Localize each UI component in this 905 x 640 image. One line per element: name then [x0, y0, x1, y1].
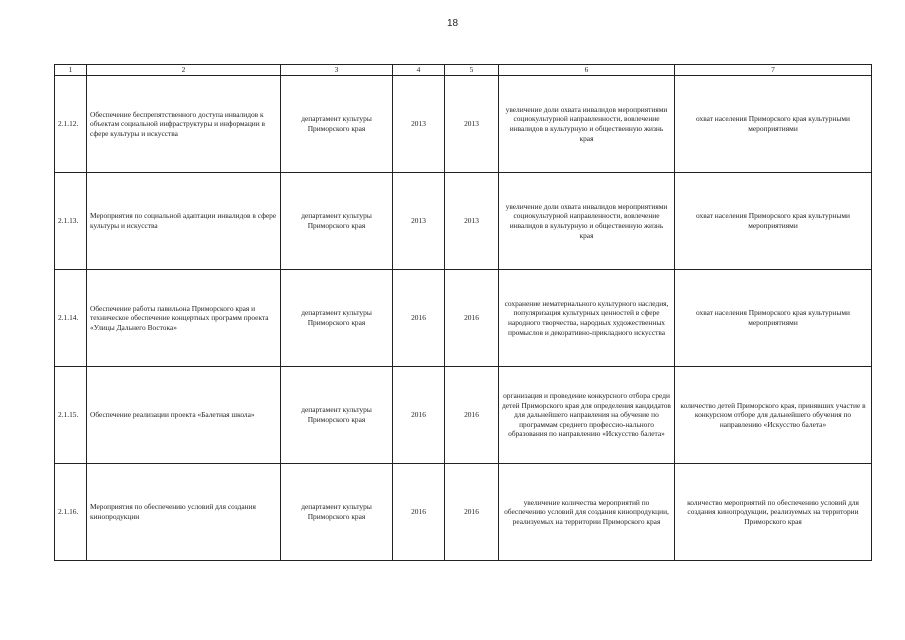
col-header-6: 6 [499, 65, 675, 76]
col-header-2: 2 [87, 65, 281, 76]
start-year: 2016 [393, 464, 445, 561]
executor: департамент культуры Приморского края [281, 76, 393, 173]
col-header-7: 7 [675, 65, 872, 76]
end-year: 2013 [445, 76, 499, 173]
row-number: 2.1.12. [55, 76, 87, 173]
expected-result: увеличение количества мероприятий по обеспечению условий для создания кинопродукции, реализуемых на территории Приморского края [499, 464, 675, 561]
col-header-5: 5 [445, 65, 499, 76]
page-number: 18 [446, 18, 459, 29]
start-year: 2013 [393, 76, 445, 173]
row-number: 2.1.14. [55, 270, 87, 367]
table-row [55, 464, 872, 561]
end-year: 2013 [445, 173, 499, 270]
start-year: 2016 [393, 367, 445, 464]
executor: департамент культуры Приморского края [281, 270, 393, 367]
indicator: количество мероприятий по обеспечению условий для создания кинопродукции, реализуемых на территории Приморского края [675, 464, 872, 561]
col-header-3: 3 [281, 65, 393, 76]
expected-result: увеличение доли охвата инвалидов мероприятиями социокультурной направленности, вовлечение инвалидов в культурную и общественную жизнь края [499, 173, 675, 270]
start-year: 2013 [393, 173, 445, 270]
indicator: охват населения Приморского края культурными мероприятиями [675, 173, 872, 270]
col-header-4: 4 [393, 65, 445, 76]
expected-result: увеличение доли охвата инвалидов мероприятиями социокультурной направленности, вовлечение инвалидов в культурную и общественную жизнь края [499, 76, 675, 173]
row-number: 2.1.15. [55, 367, 87, 464]
table-row [55, 76, 872, 173]
table-row [55, 173, 872, 270]
table-row [55, 367, 872, 464]
indicator: охват населения Приморского края культурными мероприятиями [675, 270, 872, 367]
end-year: 2016 [445, 270, 499, 367]
end-year: 2016 [445, 367, 499, 464]
measures-table [54, 64, 872, 561]
executor: департамент культуры Приморского края [281, 173, 393, 270]
executor: департамент культуры Приморского края [281, 464, 393, 561]
measure-name: Обеспечение реализации проекта «Балетная школа» [87, 367, 281, 464]
measure-name: Мероприятия по обеспечению условий для создания кинопродукции [87, 464, 281, 561]
measure-name: Обеспечение беспрепятственного доступа инвалидов к объектам социальной инфраструктуры и информации в сфере культуры и искусства [87, 76, 281, 173]
row-number: 2.1.13. [55, 173, 87, 270]
expected-result: сохранение нематериального культурного наследия, популяризация культурных ценностей в сфере народного творчества, народных художественных промыслов и декоративно-прикладного искусства [499, 270, 675, 367]
measure-name: Обеспечение работы павильона Приморского края и техническое обеспечение концертных программ проекта «Улицы Дальнего Востока» [87, 270, 281, 367]
executor: департамент культуры Приморского края [281, 367, 393, 464]
row-number: 2.1.16. [55, 464, 87, 561]
indicator: количество детей Приморского края, принявших участие в конкурсном отборе для дальнейшего обучения по направлению «Искусство балета» [675, 367, 872, 464]
measure-name: Мероприятия по социальной адаптации инвалидов в сфере культуры и искусства [87, 173, 281, 270]
col-header-1: 1 [55, 65, 87, 76]
expected-result: организация и проведение конкурсного отбора среди детей Приморского края для определения кандидатов для дальнейшего направления на обучение по программам среднего профессио-нального образования по направлению «Искусство балета» [499, 367, 675, 464]
start-year: 2016 [393, 270, 445, 367]
table-row [55, 270, 872, 367]
end-year: 2016 [445, 464, 499, 561]
indicator: охват населения Приморского края культурными мероприятиями [675, 76, 872, 173]
header-row [55, 65, 872, 76]
